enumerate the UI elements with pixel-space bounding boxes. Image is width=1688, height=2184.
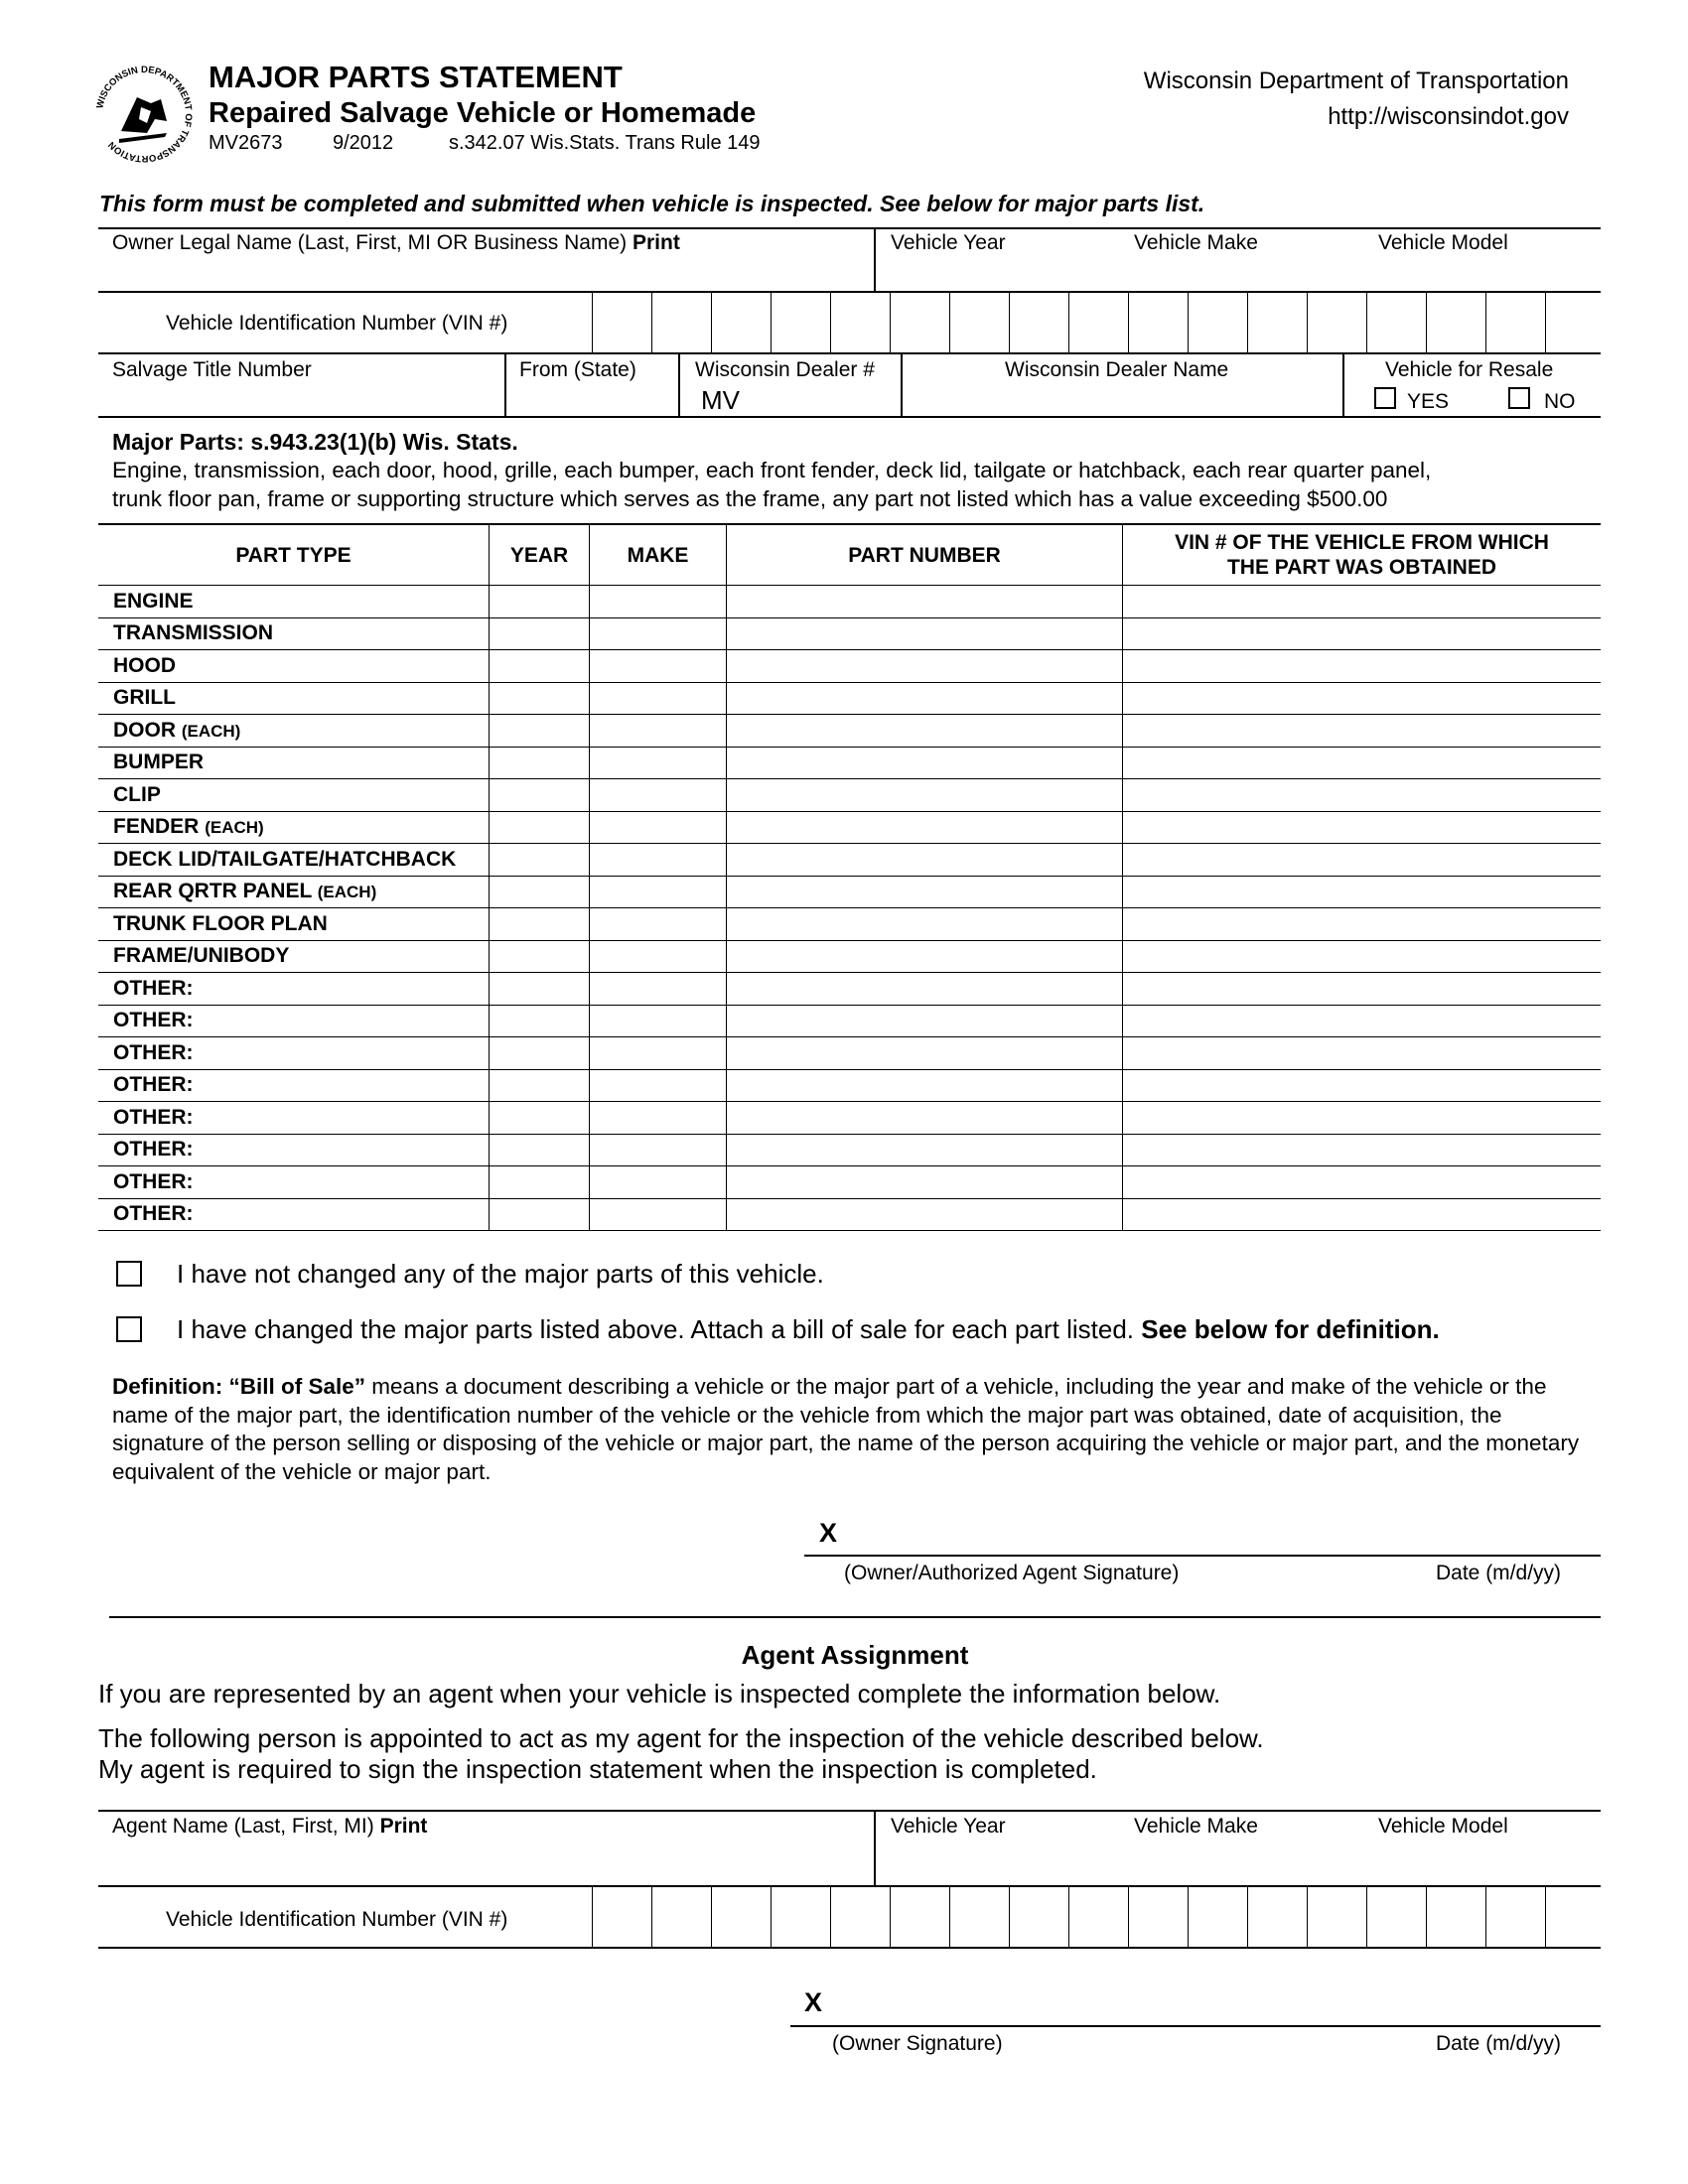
table-row <box>98 811 1601 844</box>
col-source-vin: VIN # OF THE VEHICLE FROM WHICH THE PART WAS OBTAINED <box>1123 524 1602 586</box>
part-type-name: DOOR <box>113 718 182 742</box>
make-cell[interactable] <box>590 908 727 941</box>
year-cell[interactable] <box>490 586 590 618</box>
source-vin-cell[interactable] <box>1123 908 1602 941</box>
make-cell[interactable] <box>590 1037 727 1070</box>
part-type-name: BUMPER <box>113 751 205 774</box>
resale-label: Vehicle for Resale <box>1385 358 1554 381</box>
part-type-name: OTHER: <box>113 1105 194 1129</box>
year-cell[interactable] <box>490 1134 590 1166</box>
part-number-cell[interactable] <box>727 811 1123 844</box>
table-row <box>98 1037 1601 1070</box>
table-row <box>98 1198 1601 1231</box>
agent-vehicle-model-field[interactable] <box>1365 1843 1601 1884</box>
year-cell[interactable] <box>490 844 590 877</box>
make-cell[interactable] <box>590 650 727 683</box>
source-vin-cell[interactable] <box>1123 844 1602 877</box>
table-row <box>98 973 1601 1006</box>
table-row <box>98 1005 1601 1037</box>
make-cell[interactable] <box>590 1198 727 1231</box>
part-type-name: OTHER: <box>113 1202 194 1226</box>
owner-signature-label: (Owner Signature) <box>832 2032 1003 2055</box>
table-row <box>98 715 1601 748</box>
year-cell[interactable] <box>490 973 590 1006</box>
source-vin-cell[interactable] <box>1123 682 1602 715</box>
year-cell[interactable] <box>490 1166 590 1199</box>
vehicle-model-field[interactable] <box>1365 229 1601 291</box>
not-changed-text: I have not changed any of the major parts of this vehicle. <box>177 1259 824 1289</box>
year-cell[interactable] <box>490 715 590 748</box>
dealer-name-label: Wisconsin Dealer Name <box>1005 358 1229 381</box>
vin-boxes[interactable] <box>592 291 1601 352</box>
part-number-cell[interactable] <box>727 747 1123 779</box>
agency-website[interactable]: http://wisconsindot.gov <box>1328 103 1569 130</box>
make-cell[interactable] <box>590 715 727 748</box>
dealer-number-label: Wisconsin Dealer # <box>695 358 875 381</box>
table-header-row <box>98 524 1601 586</box>
part-type-name: OTHER: <box>113 1138 194 1161</box>
table-row <box>98 617 1601 650</box>
part-type-cell <box>98 650 490 683</box>
year-cell[interactable] <box>490 1037 590 1070</box>
part-number-cell[interactable] <box>727 1102 1123 1135</box>
table-row <box>98 1134 1601 1166</box>
form-subtitle: Repaired Salvage Vehicle or Homemade <box>209 97 757 129</box>
resale-yes-label: YES <box>1407 390 1450 413</box>
agent-name-label: Agent Name (Last, First, MI) Print <box>112 1815 428 1838</box>
form-statute: s.342.07 Wis.Stats. Trans Rule 149 <box>449 132 761 154</box>
from-state-field[interactable] <box>508 381 675 415</box>
table-row <box>98 779 1601 812</box>
part-type-name: HOOD <box>113 653 176 677</box>
part-number-cell[interactable] <box>727 1166 1123 1199</box>
make-cell[interactable] <box>590 973 727 1006</box>
table-row <box>98 844 1601 877</box>
source-vin-cell[interactable] <box>1123 1134 1602 1166</box>
source-vin-cell[interactable] <box>1123 779 1602 812</box>
part-type-name: ENGINE <box>113 589 194 613</box>
owner-signature-date-label: Date (m/d/yy) <box>1436 2032 1562 2055</box>
table-row <box>98 650 1601 683</box>
instructions: This form must be completed and submitted when vehicle is inspected. See below for major parts list. <box>99 191 1205 216</box>
agent-vin-boxes[interactable] <box>592 1885 1601 1947</box>
make-cell[interactable] <box>590 1069 727 1102</box>
source-vin-cell[interactable] <box>1123 747 1602 779</box>
resale-yes-checkbox[interactable] <box>1374 387 1396 409</box>
table-row <box>98 747 1601 779</box>
table-row <box>98 940 1601 973</box>
part-type-cell <box>98 682 490 715</box>
source-vin-cell[interactable] <box>1123 876 1602 908</box>
part-type-name: TRANSMISSION <box>113 621 274 645</box>
part-number-cell[interactable] <box>727 1037 1123 1070</box>
source-vin-cell[interactable] <box>1123 650 1602 683</box>
source-vin-cell[interactable] <box>1123 1037 1602 1070</box>
part-number-cell[interactable] <box>727 650 1123 683</box>
agency-name: Wisconsin Department of Transportation <box>1143 68 1569 94</box>
year-cell[interactable] <box>490 1102 590 1135</box>
agent-name-field[interactable] <box>98 1843 873 1884</box>
part-type-cell <box>98 876 490 908</box>
source-vin-cell[interactable] <box>1123 1069 1602 1102</box>
part-number-cell[interactable] <box>727 617 1123 650</box>
part-type-cell <box>98 1069 490 1102</box>
year-cell[interactable] <box>490 650 590 683</box>
part-type-name: GRILL <box>113 686 176 710</box>
signature-label: (Owner/Authorized Agent Signature) <box>844 1562 1180 1584</box>
year-cell[interactable] <box>490 682 590 715</box>
part-number-cell[interactable] <box>727 1198 1123 1231</box>
part-number-cell[interactable] <box>727 715 1123 748</box>
part-type-name: OTHER: <box>113 1073 194 1097</box>
vehicle-year-label: Vehicle Year <box>891 231 1006 254</box>
major-parts-line2: trunk floor pan, frame or supporting structure which serves as the frame, any part not listed which has a value exceeding $500.00 <box>112 486 1388 511</box>
table-row <box>98 586 1601 618</box>
table-row <box>98 876 1601 908</box>
part-number-cell[interactable] <box>727 876 1123 908</box>
agent-para2: The following person is appointed to act as my agent for the inspection of the vehicle described below. <box>98 1723 1264 1753</box>
agent-heading: Agent Assignment <box>741 1640 969 1670</box>
make-cell[interactable] <box>590 1166 727 1199</box>
signature-x-mark: X <box>819 1518 838 1548</box>
changed-checkbox[interactable] <box>116 1316 142 1342</box>
part-type-cell <box>98 617 490 650</box>
year-cell[interactable] <box>490 617 590 650</box>
salvage-title-label: Salvage Title Number <box>112 358 312 381</box>
vehicle-make-field[interactable] <box>1122 229 1360 291</box>
part-number-cell[interactable] <box>727 1134 1123 1166</box>
major-parts-heading: Major Parts: s.943.23(1)(b) Wis. Stats. <box>112 429 518 455</box>
part-type-name: OTHER: <box>113 1009 194 1032</box>
part-number-cell[interactable] <box>727 908 1123 941</box>
dealer-number-prefix: MV <box>701 385 740 415</box>
form-title: MAJOR PARTS STATEMENT <box>209 60 623 94</box>
part-number-cell[interactable] <box>727 682 1123 715</box>
part-number-cell[interactable] <box>727 1005 1123 1037</box>
source-vin-cell[interactable] <box>1123 1198 1602 1231</box>
make-cell[interactable] <box>590 779 727 812</box>
part-type-qualifier: (EACH) <box>317 883 377 902</box>
part-type-name: OTHER: <box>113 1169 194 1193</box>
part-number-cell[interactable] <box>727 1069 1123 1102</box>
col-part-number: PART NUMBER <box>727 524 1123 586</box>
part-type-qualifier: (EACH) <box>205 818 264 838</box>
year-cell[interactable] <box>490 1069 590 1102</box>
part-type-cell <box>98 1166 490 1199</box>
dealer-number-field[interactable] <box>735 381 898 415</box>
table-row <box>98 1069 1601 1102</box>
vehicle-model-label: Vehicle Model <box>1378 231 1508 254</box>
part-number-cell[interactable] <box>727 973 1123 1006</box>
source-vin-cell[interactable] <box>1123 617 1602 650</box>
owner-name-field[interactable] <box>98 229 873 291</box>
year-cell[interactable] <box>490 779 590 812</box>
part-number-cell[interactable] <box>727 844 1123 877</box>
make-cell[interactable] <box>590 811 727 844</box>
part-type-name: CLIP <box>113 782 161 806</box>
vehicle-year-field[interactable] <box>876 229 1114 291</box>
owner-signature-x-mark: X <box>804 1987 823 2017</box>
part-type-cell <box>98 1037 490 1070</box>
owner-agent-signature-field[interactable] <box>854 1514 1599 1554</box>
part-type-cell <box>98 1005 490 1037</box>
year-cell[interactable] <box>490 747 590 779</box>
part-type-qualifier: (EACH) <box>181 721 241 741</box>
col-make: MAKE <box>590 524 727 586</box>
vin-label: Vehicle Identification Number (VIN #) <box>166 312 508 335</box>
year-cell[interactable] <box>490 811 590 844</box>
table-row <box>98 1166 1601 1199</box>
part-type-cell <box>98 1198 490 1231</box>
col-year: YEAR <box>490 524 590 586</box>
make-cell[interactable] <box>590 940 727 973</box>
part-type-cell <box>98 844 490 877</box>
source-vin-cell[interactable] <box>1123 1005 1602 1037</box>
owner-signature-field[interactable] <box>839 1983 1599 2023</box>
part-type-name: TRUNK FLOOR PLAN <box>113 911 328 935</box>
agent-vehicle-model-label: Vehicle Model <box>1378 1815 1508 1838</box>
part-number-cell[interactable] <box>727 779 1123 812</box>
part-type-cell <box>98 908 490 941</box>
agent-para3: My agent is required to sign the inspection statement when the inspection is completed. <box>98 1754 1097 1784</box>
part-type-cell <box>98 973 490 1006</box>
table-row <box>98 1102 1601 1135</box>
part-type-cell <box>98 940 490 973</box>
year-cell[interactable] <box>490 1005 590 1037</box>
major-parts-line1: Engine, transmission, each door, hood, grille, each bumper, each front fender, deck lid, tailgate or hatchback, each rear quarter panel, <box>112 458 1432 482</box>
owner-name-label: Owner Legal Name (Last, First, MI OR Business Name) Print <box>112 231 680 254</box>
part-type-name: OTHER: <box>113 1040 194 1064</box>
source-vin-cell[interactable] <box>1123 586 1602 618</box>
part-type-cell <box>98 811 490 844</box>
part-type-cell <box>98 779 490 812</box>
wisdot-logo <box>89 60 199 169</box>
source-vin-cell[interactable] <box>1123 715 1602 748</box>
agent-para1: If you are represented by an agent when your vehicle is inspected complete the information below. <box>98 1679 1221 1708</box>
year-cell[interactable] <box>490 908 590 941</box>
part-type-name: OTHER: <box>113 976 194 1000</box>
resale-no-checkbox[interactable] <box>1508 387 1530 409</box>
vehicle-make-label: Vehicle Make <box>1134 231 1258 254</box>
signature-date-label: Date (m/d/yy) <box>1436 1562 1562 1584</box>
salvage-title-field[interactable] <box>98 381 500 415</box>
source-vin-cell[interactable] <box>1123 1102 1602 1135</box>
year-cell[interactable] <box>490 1198 590 1231</box>
year-cell[interactable] <box>490 940 590 973</box>
make-cell[interactable] <box>590 1005 727 1037</box>
make-cell[interactable] <box>590 1102 727 1135</box>
source-vin-cell[interactable] <box>1123 811 1602 844</box>
form-number: MV2673 <box>209 132 283 154</box>
make-cell[interactable] <box>590 876 727 908</box>
make-cell[interactable] <box>590 586 727 618</box>
make-cell[interactable] <box>590 617 727 650</box>
part-type-cell <box>98 586 490 618</box>
make-cell[interactable] <box>590 1134 727 1166</box>
table-row <box>98 908 1601 941</box>
year-cell[interactable] <box>490 876 590 908</box>
part-type-name: FRAME/UNIBODY <box>113 944 290 968</box>
part-number-cell[interactable] <box>727 586 1123 618</box>
form-date: 9/2012 <box>333 132 394 154</box>
agent-vehicle-year-label: Vehicle Year <box>891 1815 1006 1838</box>
make-cell[interactable] <box>590 747 727 779</box>
parts-table <box>98 523 1601 1231</box>
resale-no-label: NO <box>1544 390 1576 413</box>
make-cell[interactable] <box>590 844 727 877</box>
part-type-name: DECK LID/TAILGATE/HATCHBACK <box>113 847 457 871</box>
part-type-cell <box>98 1102 490 1135</box>
part-type-cell <box>98 715 490 748</box>
bill-of-sale-definition: Definition: “Bill of Sale” means a document describing a vehicle or the major part of a vehicle, including the year and make of the vehicle or the name of the major part, the identification number of the vehicle or the vehicle from which the major part was obtained, date of acquisition, the signature of the person selling or disposing of the vehicle or major part, the name of the person acquiring the vehicle or major part, and the monetary equivalent of the vehicle or major part. <box>112 1374 1580 1484</box>
part-type-cell <box>98 1134 490 1166</box>
part-type-name: REAR QRTR PANEL <box>113 880 318 903</box>
make-cell[interactable] <box>590 682 727 715</box>
agent-vin-label: Vehicle Identification Number (VIN #) <box>166 1908 508 1931</box>
col-part-type: PART TYPE <box>98 524 490 586</box>
logo-text: WISCONSIN DEPARTMENT OF TRANSPORTATION <box>94 64 195 165</box>
table-row <box>98 682 1601 715</box>
dealer-name-field[interactable] <box>905 381 1339 415</box>
source-vin-cell[interactable] <box>1123 1166 1602 1199</box>
agent-vehicle-make-label: Vehicle Make <box>1134 1815 1258 1838</box>
not-changed-checkbox[interactable] <box>116 1261 142 1287</box>
agent-vehicle-year-field[interactable] <box>876 1843 1114 1884</box>
agent-vehicle-make-field[interactable] <box>1122 1843 1360 1884</box>
source-vin-cell[interactable] <box>1123 940 1602 973</box>
source-vin-cell[interactable] <box>1123 973 1602 1006</box>
from-state-label: From (State) <box>519 358 636 381</box>
part-number-cell[interactable] <box>727 940 1123 973</box>
part-type-cell <box>98 747 490 779</box>
changed-text: I have changed the major parts listed above. Attach a bill of sale for each part listed. See below for definition. <box>177 1314 1440 1344</box>
part-type-name: FENDER <box>113 815 206 839</box>
